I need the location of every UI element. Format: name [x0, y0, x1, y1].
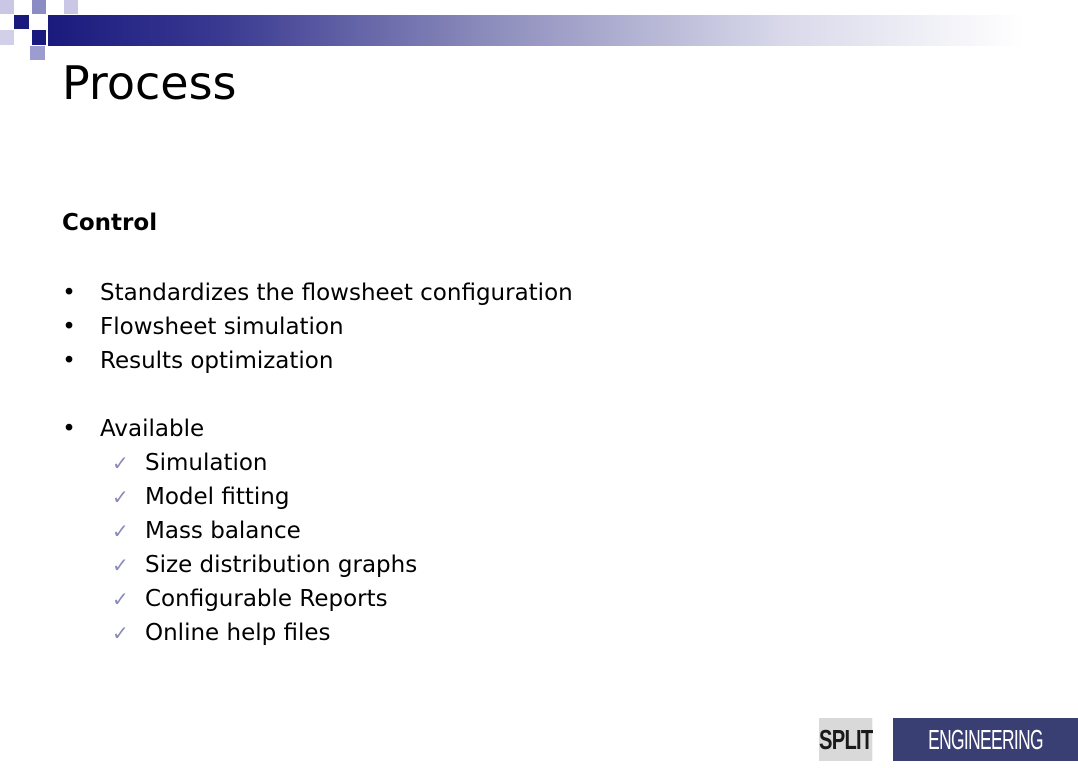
section-heading: Control: [62, 210, 158, 236]
corner-square: [32, 30, 46, 45]
bullet-item: [62, 344, 962, 378]
available-list: [112, 446, 962, 650]
available-item-text: Model fitting: [145, 484, 290, 510]
bullet-list: [62, 276, 962, 446]
bullet-text: Flowsheet simulation: [100, 314, 344, 340]
list-spacer: [62, 378, 962, 412]
corner-square: [14, 15, 29, 29]
corner-square: [64, 0, 78, 14]
corner-square: [30, 46, 45, 60]
available-item: [112, 582, 962, 616]
slide-content: [62, 205, 962, 650]
bullet-icon: •: [62, 280, 76, 306]
available-item: [112, 548, 962, 582]
bullet-text: Standardizes the flowsheet configuration: [100, 280, 573, 306]
checkmark-icon: ✓: [112, 451, 129, 475]
split-engineering-logo: [819, 718, 1044, 761]
corner-square: [32, 0, 46, 14]
slide-title: Process: [62, 56, 237, 110]
available-item: [112, 446, 962, 480]
bullet-item-available: [62, 412, 962, 446]
available-item-text: Mass balance: [145, 518, 301, 544]
checkmark-icon: ✓: [112, 519, 129, 543]
available-item-text: Size distribution graphs: [145, 552, 418, 578]
checkmark-icon: ✓: [112, 587, 129, 611]
logo-split-text: SPLIT: [819, 718, 873, 761]
bullet-item: [62, 310, 962, 344]
available-item-text: Configurable Reports: [145, 586, 388, 612]
bullet-text: Available: [100, 416, 205, 442]
checkmark-icon: ✓: [112, 553, 129, 577]
logo-engineering-text: ENGINEERING: [928, 723, 1044, 755]
available-item: [112, 514, 962, 548]
bullet-icon: •: [62, 416, 76, 442]
corner-square: [0, 0, 14, 14]
bullet-item: [62, 276, 962, 310]
bullet-text: Results optimization: [100, 348, 334, 374]
checkmark-icon: ✓: [112, 621, 129, 645]
gradient-header-bar: [48, 15, 1024, 46]
corner-square: [0, 30, 14, 45]
checkmark-icon: ✓: [112, 485, 129, 509]
available-item: [112, 616, 962, 650]
bullet-icon: •: [62, 314, 76, 340]
logo-engineering-block: [893, 718, 1078, 761]
available-item-text: Simulation: [145, 450, 268, 476]
bullet-icon: •: [62, 348, 76, 374]
available-item-text: Online help files: [145, 620, 331, 646]
available-item: [112, 480, 962, 514]
